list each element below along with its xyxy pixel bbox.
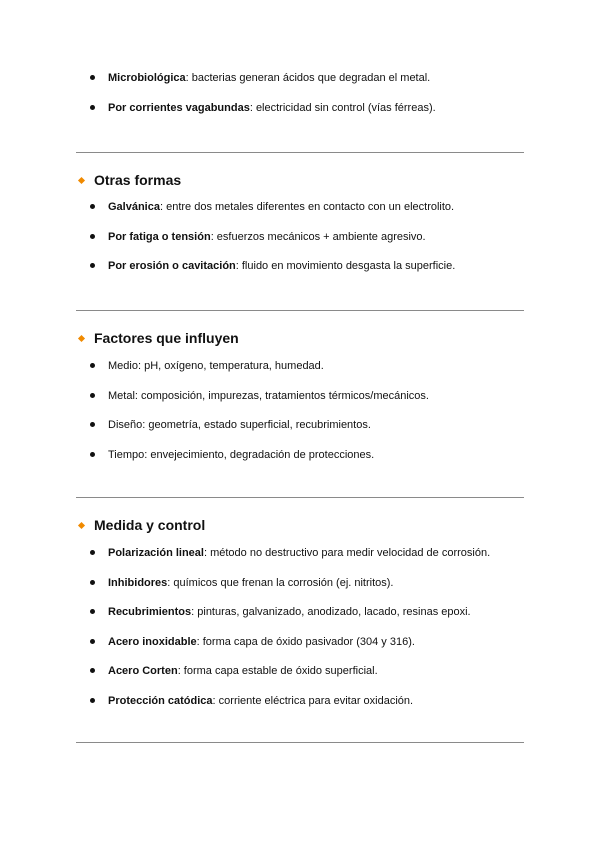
bullet-dot	[90, 234, 95, 239]
section-title-medida: Medida y control	[76, 516, 205, 534]
bullet-dot	[90, 363, 95, 368]
item-text: : pinturas, galvanizado, anodizado, lacado, resinas epoxi.	[191, 606, 471, 618]
item-text: Metal: composición, impurezas, tratamientos térmicos/mecánicos.	[108, 389, 429, 402]
list-item	[86, 230, 526, 260]
bullet-dot	[90, 668, 95, 673]
item-term: Inhibidores	[108, 576, 168, 589]
item-term: Polarización lineal	[108, 547, 204, 559]
list-item	[86, 359, 526, 389]
item-text: : bacterias generan ácidos que degradan el metal.	[185, 72, 431, 84]
section-divider	[76, 742, 524, 743]
section-divider	[76, 497, 524, 498]
list-item	[86, 71, 526, 101]
item-term: Acero inoxidable	[108, 635, 197, 648]
diamond-bullet-icon	[78, 177, 85, 184]
section-divider	[76, 152, 524, 153]
item-text: : método no destructivo para medir velocidad de corrosión.	[203, 547, 491, 559]
list-item	[86, 605, 526, 635]
intro-list	[86, 71, 526, 130]
item-text: Tiempo: envejecimiento, degradación de protecciones.	[108, 448, 375, 461]
item-text: Diseño: geometría, estado superficial, recubrimientos.	[108, 419, 371, 431]
list-item	[86, 101, 526, 131]
item-term: Por erosión o cavitación	[108, 260, 236, 272]
bullet-dot	[90, 452, 95, 457]
list-item	[86, 694, 526, 724]
section-title-factores: Factores que influyen	[76, 329, 239, 347]
list-item	[86, 635, 526, 665]
item-term: Por corrientes vagabundas	[108, 101, 250, 114]
item-term: Galvánica	[108, 201, 160, 213]
bullet-dot	[90, 393, 95, 398]
section-list	[86, 359, 526, 477]
list-item	[86, 546, 526, 576]
list-item	[86, 448, 526, 478]
item-text: : químicos que frenan la corrosión (ej. nitritos).	[167, 576, 394, 589]
bullet-dot	[90, 75, 95, 80]
item-text: : esfuerzos mecánicos + ambiente agresivo.	[210, 230, 426, 243]
item-text: Medio: pH, oxígeno, temperatura, humedad.	[108, 360, 324, 372]
item-term: Por fatiga o tensión	[108, 230, 211, 243]
item-text: : corriente eléctrica para evitar oxidación.	[212, 694, 414, 707]
bullet-dot	[90, 550, 95, 555]
list-item	[86, 418, 526, 448]
item-term: Recubrimientos	[108, 606, 192, 618]
bullet-dot	[90, 204, 95, 209]
bullet-dot	[90, 105, 95, 110]
list-item	[86, 259, 526, 289]
item-text: : forma capa de óxido pasivador (304 y 316).	[196, 635, 415, 648]
item-text: : forma capa estable de óxido superficial.	[177, 665, 378, 677]
bullet-dot	[90, 580, 95, 585]
bullet-dot	[90, 698, 95, 703]
section-list	[86, 200, 526, 289]
list-item	[86, 664, 526, 694]
diamond-bullet-icon	[78, 335, 85, 342]
section-list	[86, 546, 526, 723]
list-item	[86, 200, 526, 230]
section-title-otras-formas: Otras formas	[76, 171, 181, 189]
item-term: Microbiológica	[108, 72, 186, 84]
bullet-dot	[90, 263, 95, 268]
item-text: : entre dos metales diferentes en contacto con un electrolito.	[159, 201, 455, 213]
bullet-dot	[90, 639, 95, 644]
list-item	[86, 389, 526, 419]
diamond-bullet-icon	[78, 522, 85, 529]
item-term: Acero Corten	[108, 665, 178, 677]
list-item	[86, 576, 526, 606]
item-term: Protección catódica	[108, 694, 213, 707]
item-text: : electricidad sin control (vías férreas).	[249, 101, 436, 114]
item-text: : fluido en movimiento desgasta la superficie.	[235, 260, 456, 272]
bullet-dot	[90, 609, 95, 614]
section-divider	[76, 310, 524, 311]
bullet-dot	[90, 422, 95, 427]
